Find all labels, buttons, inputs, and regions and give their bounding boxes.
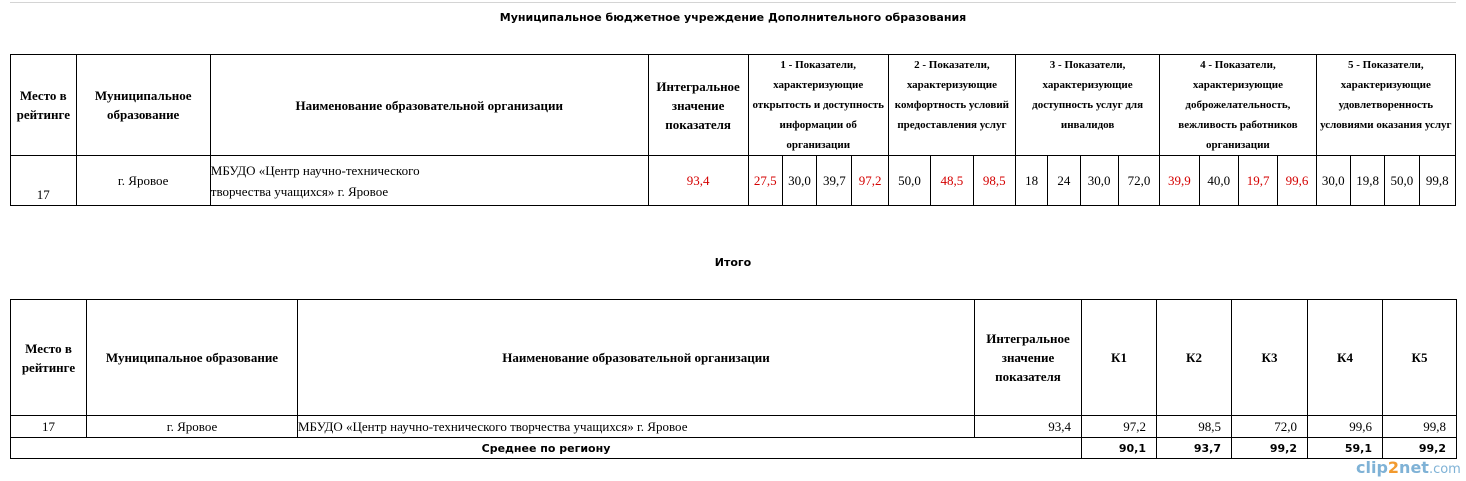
page-title: Муниципальное бюджетное учреждение Дополнительного образования: [499, 11, 967, 24]
indicator-value: 24: [1048, 156, 1080, 206]
indicator-value: 99,8: [1419, 156, 1455, 206]
top-divider: [10, 2, 1456, 3]
municipality-cell: г. Яровое: [76, 156, 210, 206]
indicator-value: 48,5: [931, 156, 973, 206]
k-value: 72,0: [1232, 416, 1308, 438]
integral-value: 93,4: [648, 156, 748, 206]
indicator-value: 50,0: [888, 156, 930, 206]
header-integral: Интегральное значение показателя: [648, 55, 748, 156]
rating-table: [10, 54, 1456, 206]
indicator-value: 97,2: [852, 156, 888, 206]
average-k-value: 99,2: [1232, 438, 1308, 459]
indicator-value: 50,0: [1385, 156, 1419, 206]
header-k5: К5: [1383, 300, 1457, 416]
summary-table: [10, 299, 1457, 459]
average-k-value: 59,1: [1308, 438, 1383, 459]
header-integral: Интегральное значение показателя: [975, 300, 1082, 416]
header-group-2: 2 - Показатели, характеризующие комфортность условий предоставления услуг: [888, 55, 1015, 156]
indicator-value: 39,9: [1160, 156, 1199, 206]
header-k1: К1: [1082, 300, 1157, 416]
k-value: 97,2: [1082, 416, 1157, 438]
header-k2: К2: [1157, 300, 1232, 416]
indicator-value: 99,6: [1278, 156, 1316, 206]
header-org: Наименование образовательной организации: [210, 55, 648, 156]
municipality-cell: г. Яровое: [87, 416, 298, 438]
average-k-value: 93,7: [1157, 438, 1232, 459]
indicator-value: 30,0: [1080, 156, 1118, 206]
average-row: [11, 438, 1457, 459]
indicator-value: 40,0: [1199, 156, 1238, 206]
header-k3: К3: [1232, 300, 1308, 416]
indicator-value: 98,5: [973, 156, 1015, 206]
header-place: Место в рейтинге: [11, 300, 87, 416]
header-municipality: Муниципальное образование: [87, 300, 298, 416]
rating-place: 17: [11, 156, 77, 206]
average-integral: 90,1: [1082, 438, 1157, 459]
header-group-3: 3 - Показатели, характеризующие доступность услуг для инвалидов: [1015, 55, 1159, 156]
table-row: [11, 416, 1457, 438]
average-label: Среднее по региону: [11, 438, 1082, 459]
indicator-value: 19,7: [1238, 156, 1277, 206]
indicator-value: 72,0: [1118, 156, 1159, 206]
header-group-1: 1 - Показатели, характеризующие открытость и доступность информации об организации: [748, 55, 888, 156]
watermark-logo: clip2net.com: [1356, 458, 1461, 477]
indicator-value: 30,0: [782, 156, 816, 206]
table2-header-row: [11, 300, 1457, 416]
header-place: Место в рейтинге: [11, 55, 77, 156]
header-group-5: 5 - Показатели, характеризующие удовлетворенность условиями оказания услуг: [1316, 55, 1455, 156]
indicator-value: 18: [1015, 156, 1047, 206]
k-value: 98,5: [1157, 416, 1232, 438]
rating-place: 17: [11, 416, 87, 438]
indicator-value: 39,7: [817, 156, 852, 206]
average-k-value: 99,2: [1383, 438, 1457, 459]
k-value: 99,6: [1308, 416, 1383, 438]
indicator-value: 19,8: [1350, 156, 1384, 206]
k-value: 99,8: [1383, 416, 1457, 438]
header-group-4: 4 - Показатели, характеризующие доброжелательность, вежливость работников организации: [1160, 55, 1316, 156]
org-name-cell: МБУДО «Центр научно-технического творчества учащихся» г. Яровое: [210, 156, 648, 206]
table-row: [11, 156, 1456, 206]
indicator-value: 27,5: [748, 156, 782, 206]
org-name-cell: МБУДО «Центр научно-технического творчества учащихся» г. Яровое: [298, 416, 975, 438]
header-k4: К4: [1308, 300, 1383, 416]
header-municipality: Муниципальное образование: [76, 55, 210, 156]
table1-header-row: [11, 55, 1456, 156]
integral-value: 93,4: [975, 416, 1082, 438]
indicator-value: 30,0: [1316, 156, 1350, 206]
header-org: Наименование образовательной организации: [298, 300, 975, 416]
summary-title: Итого: [714, 256, 752, 269]
